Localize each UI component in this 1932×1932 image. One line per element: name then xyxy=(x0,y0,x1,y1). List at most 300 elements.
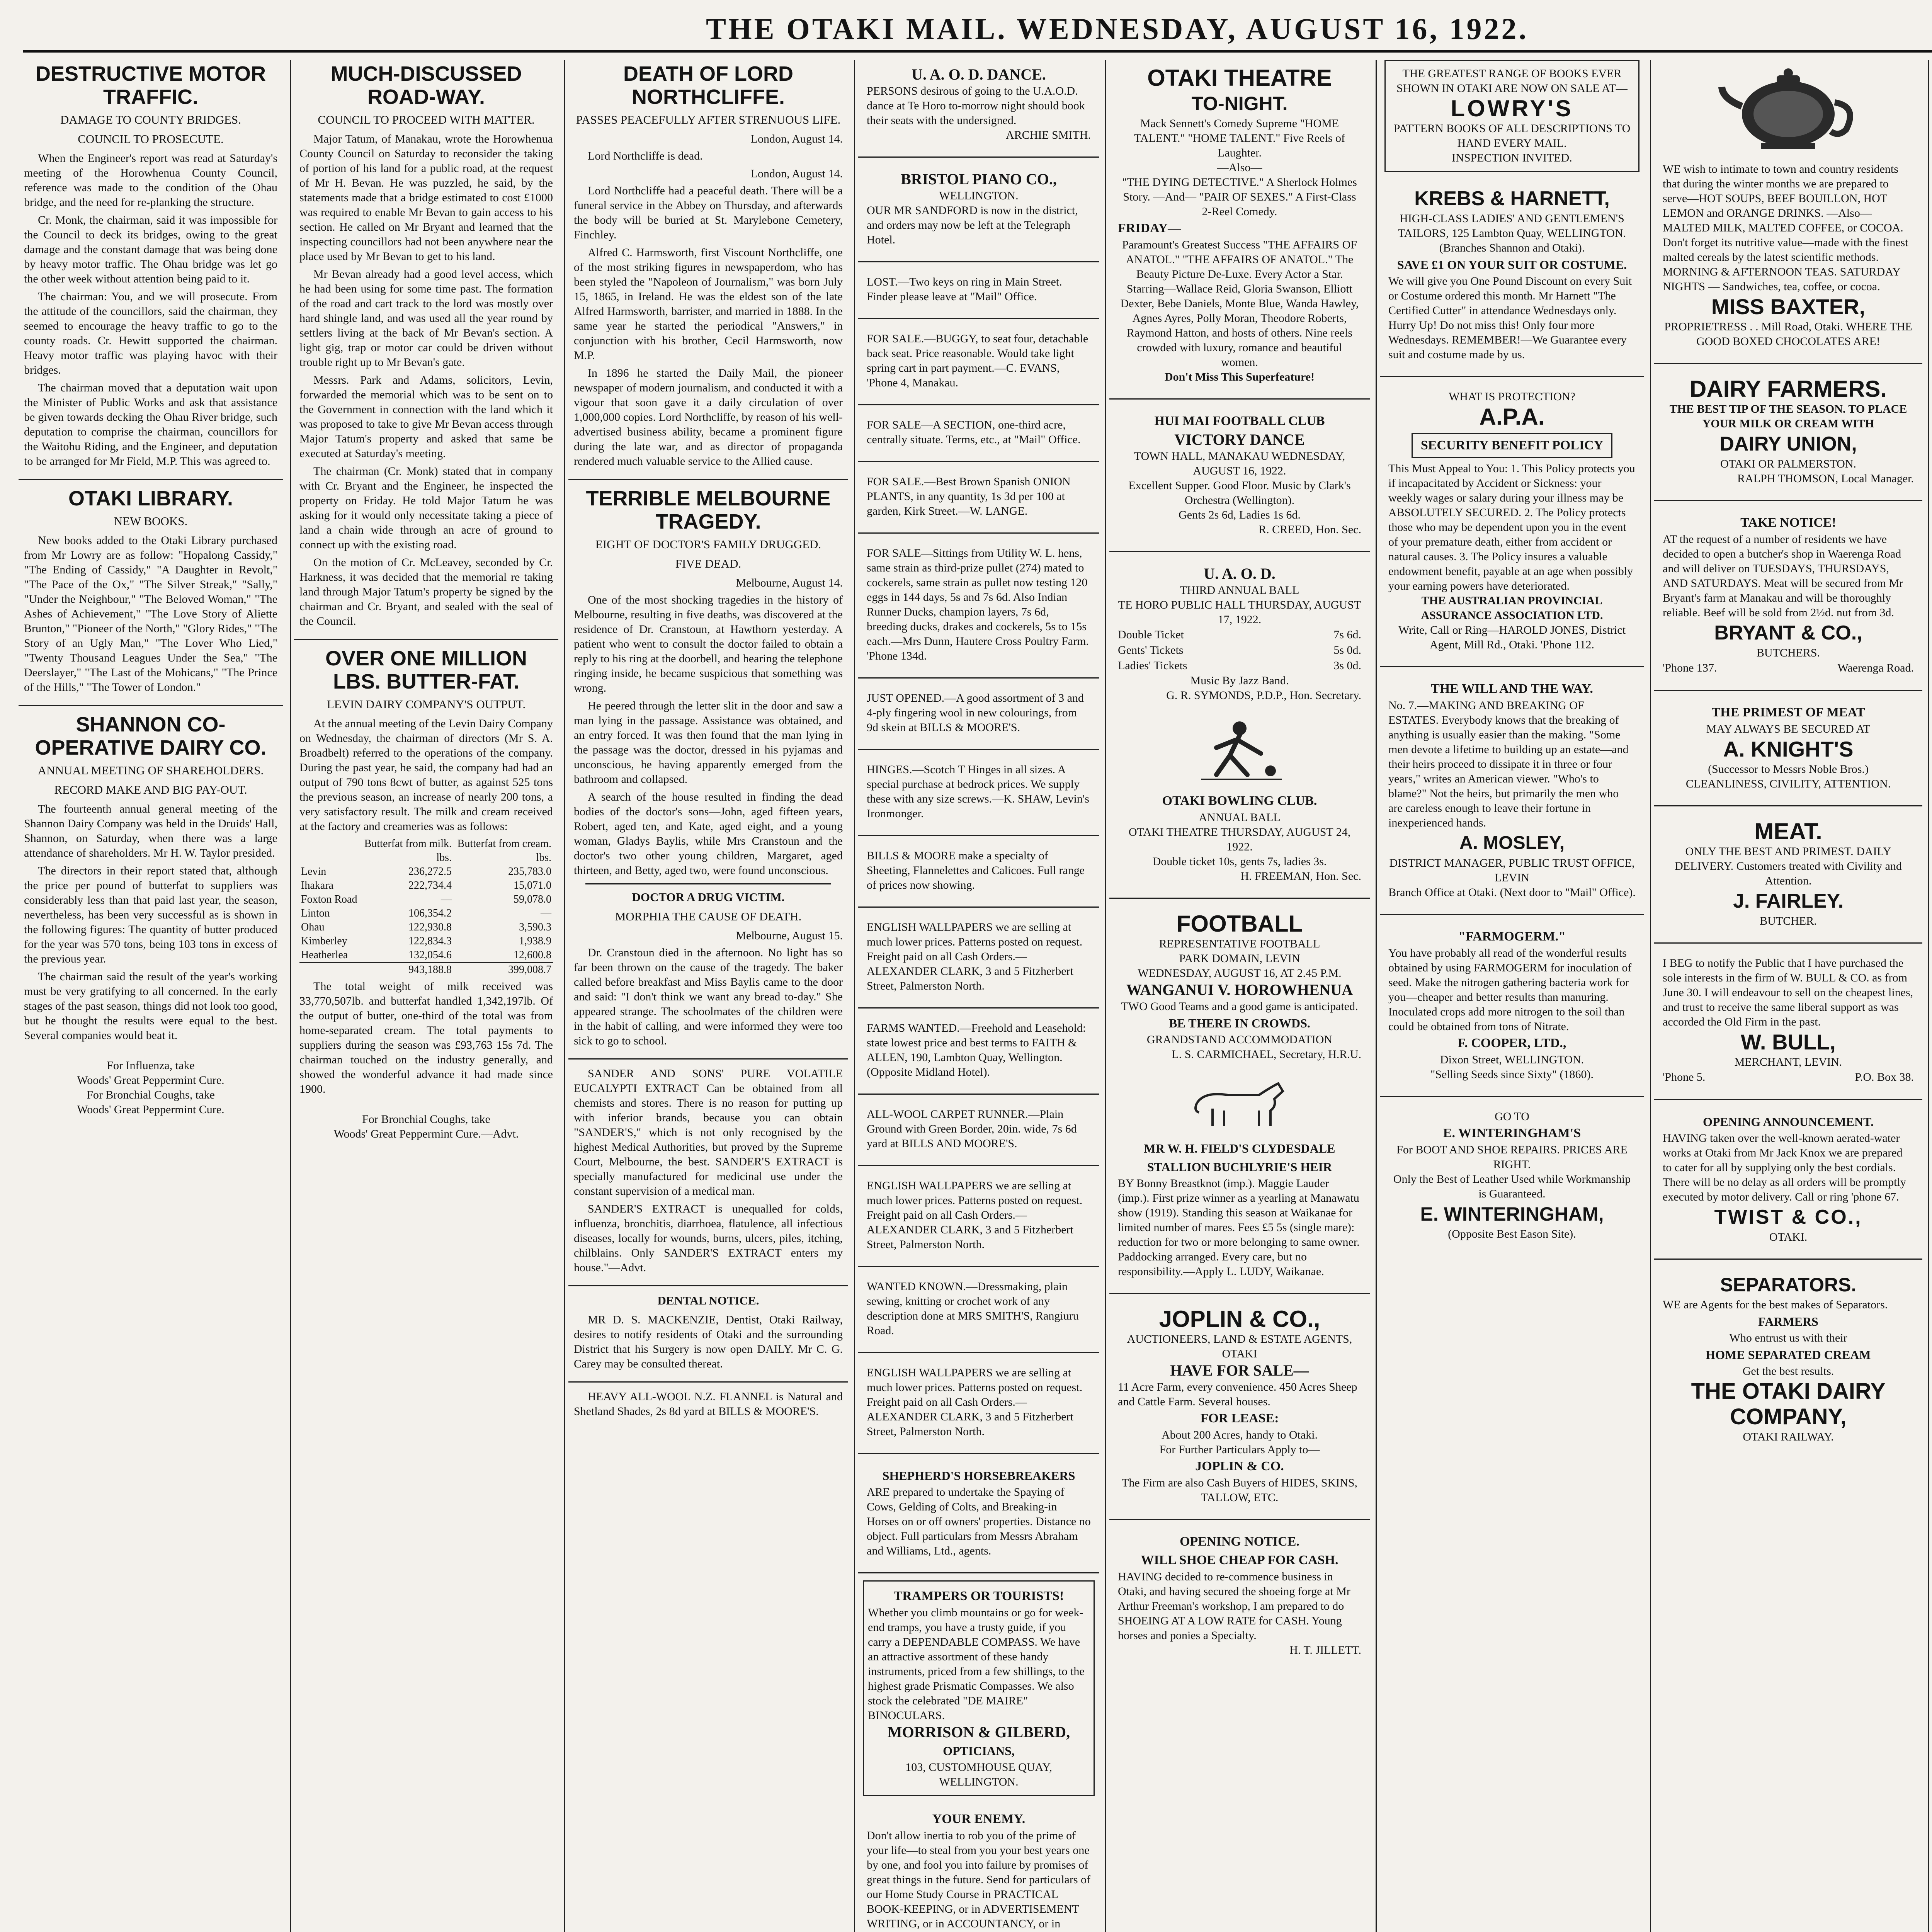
item-label: Ladies' Tickets xyxy=(1118,659,1187,672)
paragraph: The chairman (Cr. Monk) stated that in company with Cr. Bryant and the Engineer, he inspected the property on Friday. He told Major Tatum he was asking for it would only necessitate taking a piece of land a chain wide through an acre of ground to connect up with the existing road. xyxy=(299,465,553,551)
headline: MUCH-DISCUSSED ROAD-WAY. xyxy=(330,62,522,109)
ad-body: Dixon Street, WELLINGTON. xyxy=(1440,1053,1584,1066)
ad-body: THE GREATEST RANGE OF BOOKS EVER SHOWN IN OTAKI ARE NOW ON SALE AT— xyxy=(1396,67,1628,95)
article-melbourne-tragedy xyxy=(574,487,843,1048)
horse-icon xyxy=(1182,1076,1298,1130)
ad-title: OPENING ANNOUNCEMENT. xyxy=(1702,1115,1874,1129)
ad-hui-mai-dance xyxy=(1114,406,1365,543)
headline: OTAKI LIBRARY. xyxy=(68,487,233,510)
table-cell: 15,071.0 xyxy=(514,879,551,891)
subheadline: DENTAL NOTICE. xyxy=(657,1294,759,1307)
ad-morrison-gilberd xyxy=(863,1580,1095,1796)
ad-body: OUR MR SANDFORD is now in the district, and orders may now be left at the Telegraph Hotel. xyxy=(867,204,1078,246)
table-cell: Kimberley xyxy=(301,935,347,947)
ad-subtitle: WILL SHOE CHEAP FOR CASH. xyxy=(1141,1553,1338,1567)
ad-heading: HAVE FOR SALE— xyxy=(1170,1362,1309,1379)
table-cell: Levin xyxy=(301,866,327,878)
ad-body: ENGLISH WALLPAPERS we are selling at much lower prices. Patterns posted on request. Freight paid on all Cash Orders.—ALEXANDER CLARK, 3 and 5 Fitzherbert Street, Palmerston North. xyxy=(867,1179,1083,1251)
divider xyxy=(1654,690,1922,691)
paragraph: Lord Northcliffe had a peaceful death. There will be a funeral service in the Abbey on Thursday, and afterwards the body will be buried at St. Marylebone Cemetery, Finchley. xyxy=(574,184,843,241)
paragraph: New books added to the Otaki Library purchased from Mr Lowry are as follow: "Hopalong Cassidy," "The Ending of Cassidy," "A Daughter in Revolt," "The Pace of the Ox," "The Silver Streak," "Sally," "Under the Neighbour," "The Beloved Woman," "The Ashes of Achievement," "The Love Story of Aliette Brunton," "Pioneer of the North," "Glory Rides," "The Story of an Ugly Man," "The Lover Who Lied," "Twenty Thousand Leagues Under the Sea," "The Deerslayer," "The Last of the Mohicans," "The Prince of the Hills," "The Tower of London." xyxy=(24,534,277,694)
ad-body: ENGLISH WALLPAPERS we are selling at much lower prices. Patterns posted on request. Freight paid on all Cash Orders.—ALEXANDER CLARK, 3 and 5 Fitzherbert Street, Palmerston North. xyxy=(867,921,1083,992)
ad-title: BRISTOL PIANO CO., xyxy=(901,170,1057,188)
table-cell: 399,008.7 xyxy=(508,964,551,976)
ad-title: MISS BAXTER, xyxy=(1711,294,1866,319)
dateline: Melbourne, August 15. xyxy=(736,929,843,942)
ad-body: Only the Best of Leather Used while Workmanship is Guaranteed. xyxy=(1393,1173,1631,1200)
column-4 xyxy=(854,60,1102,1932)
headline: SHANNON CO-OPERATIVE DAIRY CO. xyxy=(35,713,267,759)
ad-body: TOWN HALL, MANAKAU WEDNESDAY, AUGUST 16, 1922. xyxy=(1134,450,1345,477)
ad-body: For Further Particulars Apply to— xyxy=(1159,1443,1320,1456)
ad-subtitle: AUCTIONEERS, LAND & ESTATE AGENTS, OTAKI xyxy=(1127,1333,1352,1360)
ad-body: I BEG to notify the Public that I have purchased the sole interests in the firm of W. BULL & CO. as from June 30. I will endeavour to sell on the cheapest lines, and trust to receive the same liberal support as was accorded the Old Firm in the past. xyxy=(1663,957,1913,1028)
ad-body: FOR SALE.—BUGGY, to seat four, detachable back seat. Price reasonable. Would take light spring cart in part payment.—C. EVANS, 'Phone 4, Manakau. xyxy=(867,332,1088,389)
table-row xyxy=(299,906,553,920)
ad-contact xyxy=(1663,660,1914,676)
ad-phone: 'Phone 137. xyxy=(1663,662,1717,674)
ad-body: THE AUSTRALIAN PROVINCIAL ASSURANCE ASSOCIATION LTD. xyxy=(1421,594,1603,622)
ad-heading: FOR LEASE: xyxy=(1200,1411,1279,1425)
table-header-row xyxy=(299,837,553,851)
ad-otaki-dairy xyxy=(1659,1267,1918,1450)
ad-line: For Influenza, take xyxy=(107,1059,195,1072)
divider xyxy=(858,1266,1099,1267)
ad-title: U. A. O. D. DANCE. xyxy=(912,66,1046,83)
dental-notice xyxy=(574,1293,843,1371)
ad-title: SEPARATORS. xyxy=(1720,1274,1857,1296)
divider xyxy=(1109,1519,1370,1520)
ad-body: This Must Appeal to You: 1. This Policy protects you if incapacitated by Accident or Sickness: your weekly wages or salary during your illness may be ABSOLUTELY SECURED. 2. The Policy protects those who may be dependent upon you in the event of your premature death, either from accident or natural causes. 3. The Policy insures a valuable endowment benefit, payable at an age when possibly your earning powers have deteriorated. xyxy=(1388,462,1635,592)
ad-body: Get the best results. xyxy=(1742,1365,1834,1378)
ad-body: 11 Acre Farm, every convenience. 450 Acres Sheep and Cattle Farm. Several houses. xyxy=(1118,1381,1357,1408)
divider xyxy=(1109,898,1370,899)
ad-body: Don't allow inertia to rob you of the prime of your life—to steal from you your best years one by one, and fool you into failure by promises of great things in the future. Send for particulars of our Home Study Course in PRACTICAL BOOK-KEEPING, or in ADVERTISEMENT WRITING, or in ACCOUNTANCY, or in xyxy=(867,1829,1090,1930)
table-row xyxy=(299,948,553,963)
divider xyxy=(1654,500,1922,501)
paragraph: A search of the house resulted in finding the dead bodies of the doctor's sons—John, aged fifteen years, Robert, aged ten, and Kate, aged eight, and a young woman, Gladys Baylis, while Mrs Cranstoun and the doctor's two other young children, Margaret, aged thirteen, and Betty, aged two, were found unconscious. xyxy=(574,791,843,877)
table-total-row xyxy=(299,963,553,977)
ad-name: A. MOSLEY, xyxy=(1459,833,1565,853)
ad-lowrys xyxy=(1384,60,1639,172)
subheadline: NEW BOOKS. xyxy=(114,514,188,528)
ad-body: MAY ALWAYS BE SECURED AT xyxy=(1706,723,1871,735)
ad-body: The Firm are also Cash Buyers of HIDES, SKINS, TALLOW, ETC. xyxy=(1122,1476,1357,1504)
ad-body: ARE prepared to undertake the Spaying of Cows, Gelding of Colts, and Breaking-in Horses on or off owners' properties. Distance no object. Full particulars from Messrs Abraham and Williams, Ltd., agents. xyxy=(867,1486,1091,1557)
subheadline: MORPHIA THE CAUSE OF DEATH. xyxy=(615,910,802,923)
article-butterfat xyxy=(299,647,553,1097)
divider xyxy=(19,479,283,480)
ad-body: MERCHANT, LEVIN. xyxy=(1734,1056,1842,1068)
divider xyxy=(1109,551,1370,552)
divider xyxy=(858,835,1099,836)
ad-public-trust xyxy=(1384,674,1639,905)
classified-farms xyxy=(863,1015,1095,1085)
ad-name: W. BULL, xyxy=(1741,1030,1836,1054)
ad-title: SHEPHERD'S HORSEBREAKERS xyxy=(882,1469,1075,1483)
ad-body: JUST OPENED.—A good assortment of 3 and 4-ply fingering wool in new colourings, from 9d skein at BILLS & MOORE'S. xyxy=(867,692,1084,734)
ad-name: MORRISON & GILBERD, xyxy=(887,1723,1070,1741)
ad-contact xyxy=(1663,1070,1914,1085)
ad-title: FOOTBALL xyxy=(1176,911,1303,937)
bowler-illustration xyxy=(1106,717,1373,782)
ad-subtitle: ANNUAL BALL xyxy=(1199,811,1281,824)
table-cell: Foxton Road xyxy=(301,893,357,905)
ad-body: WE are Agents for the best makes of Separators. xyxy=(1663,1298,1888,1311)
item-price: 3s 0d. xyxy=(1333,659,1361,672)
ad-title: OTAKI BOWLING CLUB. xyxy=(1162,794,1317,808)
column-8 xyxy=(1928,60,1932,1932)
divider xyxy=(858,749,1099,750)
divider xyxy=(1109,398,1370,400)
ad-body: BUTCHER. xyxy=(1760,915,1817,927)
ad-shoeing xyxy=(1114,1527,1365,1663)
horse-illustration xyxy=(1106,1076,1373,1130)
article-road-way xyxy=(299,62,553,629)
ad-name: J. FAIRLEY. xyxy=(1733,890,1844,912)
ad-body: Music By Jazz Band. xyxy=(1190,674,1289,687)
ad-body: WEDNESDAY, AUGUST 16, AT 2.45 P.M. xyxy=(1138,967,1342,980)
paragraph: The chairman: You, and we will prosecute. From the attitude of the councillors, said the chairman, they seemed to encourage the heavy traffic to go to the county roads. Cr. Hewitt supported the chairman. Heavy motor traffic was playing havoc with their bridges. xyxy=(24,290,277,376)
article-motor-traffic xyxy=(24,62,277,469)
ad-body: PATTERN BOOKS OF ALL DESCRIPTIONS TO HAND EVERY MAIL. xyxy=(1393,122,1631,150)
subheadline: PASSES PEACEFULLY AFTER STRENUOUS LIFE. xyxy=(576,113,841,126)
table-cell: 59,078.0 xyxy=(514,893,551,905)
ad-title: YOUR ENEMY. xyxy=(932,1812,1026,1826)
ad-title: DAIRY FARMERS. xyxy=(1689,376,1887,402)
table-row xyxy=(299,934,553,948)
ad-name: E. WINTERINGHAM'S xyxy=(1443,1126,1581,1140)
table-cell: 943,188.8 xyxy=(408,964,452,976)
table-cell: Heatherlea xyxy=(301,949,348,961)
ad-body: Gents 2s 6d, Ladies 1s 6d. xyxy=(1179,509,1301,521)
ad-body: Excellent Supper. Good Floor. Music by Clark's Orchestra (Wellington). xyxy=(1128,479,1351,507)
ad-clydesdale-stallion xyxy=(1114,1134,1365,1284)
ad-body: OTAKI. xyxy=(1769,1231,1808,1243)
ad-body: Paramount's Greatest Success "THE AFFAIRS OF ANATOL." "THE AFFAIRS OF ANATOL." The Beauty Picture De-Luxe. Every Actor a Star. Starring—Wallace Reid, Gloria Swanson, Elliott Dexter, Bebe Daniels, Monte Blue, Wanda Hawley, Agnes Ayres, Polly Moran, Theodore Roberts, Raymond Hatton, and hosts of others. Nine reels crowded with luxury, romance and beautiful women. xyxy=(1120,238,1359,369)
ad-address: 103, CUSTOMHOUSE QUAY, WELLINGTON. xyxy=(905,1761,1052,1788)
table-cell: 235,783.0 xyxy=(508,866,551,878)
ad-miss-baxter xyxy=(1659,156,1918,354)
divider xyxy=(568,479,848,480)
classified-buggy xyxy=(863,326,1095,396)
ad-body: DISTRICT MANAGER, PUBLIC TRUST OFFICE, LEVIN xyxy=(1389,857,1635,884)
ad-body: HAVING taken over the well-known aerated-water works at Otaki from Mr Jack Knox we are prepared to cater for all by supplying only the best cordials. There will be no delay as all orders will be promptly executed by motor delivery. Call or ring 'phone 67. xyxy=(1663,1132,1906,1203)
divider xyxy=(568,1381,848,1383)
paragraph: One of the most shocking tragedies in the history of Melbourne, resulting in five deaths, was discovered at the residence of Dr. Cranstoun, at Hawthorn yesterday. A patient who went to consult the doctor failed to obtain a reply to his ring at the doorbell, and hearing the telephone ringing inside, he became suspicious that something was wrong. xyxy=(574,594,843,694)
paragraph: SANDER AND SONS' PURE VOLATILE EUCALYPTI EXTRACT Can be obtained from all chemists and stores. There is no reason for putting up with inferior brands, because you can obtain "SANDER'S," which is not only recognised by the highest Medical Authorities, but proved by the Supreme Court, Melbourne, the best. SANDER'S EXTRACT is specially manufactured for medicinal use under the constant supervision of a medical man. xyxy=(574,1067,843,1197)
column-3 xyxy=(564,60,851,1932)
paragraph: Mr Bevan already had a good level access, which he had been using for some time past. The formation of the road and cart track to the lord was mostly over hard shingle land, and was used all the year round by settlers living at the back of Mr Bevan's section. A light gig, trap or motor car could be driven without trouble right up to Mr Bevan's gate. xyxy=(299,268,553,369)
classified-wool xyxy=(863,685,1095,740)
ad-dairy-union xyxy=(1659,371,1918,492)
ad-line: Woods' Great Peppermint Cure. xyxy=(77,1074,224,1087)
ad-title: MEAT. xyxy=(1754,818,1822,844)
table-cell: 222,734.4 xyxy=(408,879,452,891)
ad-title: LOWRY'S xyxy=(1451,95,1573,121)
ad-body: BILLS & MOORE make a specialty of Sheeting, Flannelettes and Calicoes. Full range of prices now showing. xyxy=(867,849,1085,891)
ad-body: About 200 Acres, handy to Otaki. xyxy=(1161,1429,1318,1441)
ad-body: Mack Sennett's Comedy Supreme "HOME TALENT." "HOME TALENT." Five Reels of Laughter. xyxy=(1134,117,1345,159)
article-shannon-dairy xyxy=(24,713,277,1043)
subheadline: DOCTOR A DRUG VICTIM. xyxy=(632,890,785,904)
ad-football xyxy=(1114,906,1365,1067)
ad-body: GRANDSTAND ACCOMMODATION xyxy=(1146,1033,1333,1046)
ad-body: (Successor to Messrs Noble Bros.) xyxy=(1708,763,1869,776)
column-6 xyxy=(1376,60,1647,1932)
divider xyxy=(585,883,831,884)
ad-body: Write, Call or Ring—HAROLD JONES, District Agent, Mill Rd., Otaki. 'Phone 112. xyxy=(1398,624,1626,651)
headline: DEATH OF LORD NORTHCLIFFE. xyxy=(623,62,793,109)
ad-subtitle: OPTICIANS, xyxy=(943,1744,1015,1758)
divider xyxy=(1654,1099,1922,1100)
paragraph: The total weight of milk received was 33,770,507lb. and butterfat handled 1,342,197lb. Of the output of butter, one-third of the total was from home-separated cream. The total payments to suppliers during the season was £93,763 15s 7d. The chairman touched on the industry generally, and showed the wonderful advance it had made since 1900. xyxy=(299,980,553,1095)
ad-body: Double ticket 10s, gents 7s, ladies 3s. xyxy=(1152,855,1327,868)
paragraph: Alfred C. Harmsworth, first Viscount Northcliffe, one of the most striking figures in newspaperdom, who has been styled the "Napoleon of Journalism," was born July 15, 1865, in Ireland. He was the eldest son of the late Alfred Harmsworth, barrister, and married in 1888. In the same year he started the periodical "Answers," in conjunction with his brother, Cecil Harmsworth, now M.P. xyxy=(574,246,843,362)
divider xyxy=(1380,376,1644,377)
ad-joplin xyxy=(1114,1301,1365,1510)
ad-peppermint-cure xyxy=(23,1053,278,1122)
article-library xyxy=(24,487,277,695)
classified-wallpaper xyxy=(863,915,1095,999)
classified-section xyxy=(863,412,1095,452)
dateline: London, August 14. xyxy=(750,133,843,145)
table-cell: 236,272.5 xyxy=(408,866,452,878)
ad-address: Waerenga Road. xyxy=(1837,662,1914,674)
classified-dressmaking xyxy=(863,1274,1095,1344)
ad-body: (Branches Shannon and Otaki). xyxy=(1439,242,1585,254)
ad-name: F. COOPER, LTD., xyxy=(1458,1036,1566,1050)
ad-subtitle: WELLINGTON. xyxy=(939,189,1019,202)
table-cell: Linton xyxy=(301,907,330,919)
table-row xyxy=(299,893,553,906)
ad-winteringham xyxy=(1384,1104,1639,1247)
paragraph: The directors in their report stated that, although the price per pound of butterfat to suppliers was considerably less than that paid last year, the season, nevertheless, has been very successful as is shown in the following figures: The quantity of butter produced for the year was 570 tons, being 103 tons in excess of the previous year. xyxy=(24,864,277,965)
bowler-figure-icon xyxy=(1193,717,1286,782)
ad-body: WANTED KNOWN.—Dressmaking, plain sewing, knitting or crochet work of any description done at MRS SMITH'S, Rangiuru Road. xyxy=(867,1280,1079,1337)
item-price: 5s 0d. xyxy=(1333,644,1361,656)
classified-wallpaper xyxy=(863,1360,1095,1444)
ad-uaod-ball xyxy=(1114,559,1365,708)
table-row xyxy=(299,920,553,934)
ad-title: KREBS & HARNETT, xyxy=(1414,187,1610,210)
table-cell: 3,590.3 xyxy=(519,921,551,933)
table-cell: Ihakara xyxy=(301,879,333,891)
ad-body: Who entrust us with their xyxy=(1729,1332,1847,1344)
divider xyxy=(858,318,1099,319)
ad-body: HINGES.—Scotch T Hinges in all sizes. A special purchase at bedrock prices. We supply these with any size screws.—K. SHAW, Levin's Ironmonger. xyxy=(867,763,1089,820)
ad-name: A. KNIGHT'S xyxy=(1723,737,1854,761)
ad-body: TE HORO PUBLIC HALL THURSDAY, AUGUST 17, 1922. xyxy=(1118,599,1361,626)
ad-body: Whether you climb mountains or go for week-end tramps, you have a trusty guide, if you carry a DEPENDABLE COMPASS. We have an attractive assortment of these handy instruments, priced from a few shillings, to the highest grade Prismatic Compasses. We also stock the celebrated "DE MAIRE" BINOCULARS. xyxy=(868,1606,1085,1722)
teapot-illustration xyxy=(1651,64,1925,153)
ad-otaki-theatre xyxy=(1114,60,1365,390)
ad-line: For Bronchial Coughs, take xyxy=(87,1088,215,1101)
classified-hinges xyxy=(863,757,1095,827)
butterfat-table xyxy=(299,837,553,977)
paragraph: The chairman said the result of the year's working must be very gratifying to all concerned. In the early stages of the past season, things did not look too good, but he thought the results were equal to the best. Several companies would beat it. xyxy=(24,970,277,1042)
table-cell: 132,054.6 xyxy=(408,949,452,961)
classified-sittings xyxy=(863,541,1095,669)
ad-title: TRAMPERS OR TOURISTS! xyxy=(893,1589,1064,1603)
ad-body: BE THERE IN CROWDS. xyxy=(1169,1016,1310,1030)
ad-name: THE OTAKI DAIRY COMPANY, xyxy=(1691,1379,1886,1429)
divider xyxy=(1109,1293,1370,1294)
item-price: 7s 6d. xyxy=(1333,628,1361,641)
column-5 xyxy=(1105,60,1373,1932)
classified-lost xyxy=(863,269,1095,310)
ad-signature: JOPLIN & CO. xyxy=(1195,1459,1284,1473)
ad-kicker: WHAT IS PROTECTION? xyxy=(1449,390,1575,403)
ad-title: A.P.A. xyxy=(1479,404,1545,430)
divider xyxy=(1654,942,1922,944)
ad-body: You have probably all read of the wonderful results obtained by using FARMOGERM for inoculation of seed. Make the nitrogen gathering bacteria work for you—cheaper and better results than manuring. Inoculated crops add more nitrogen to the soil than could be obtained from tons of Nitrate. xyxy=(1388,947,1632,1033)
ad-heading: HOME SEPARATED CREAM xyxy=(1706,1348,1871,1362)
paragraph: SANDER'S EXTRACT is unequalled for colds, influenza, bronchitis, diarrhoea, flatulence, all infectious diseases, locally for wounds, burns, ulcers, piles, itching, chilblains. Only SANDER'S EXTRACT enters my house."—Advt. xyxy=(574,1202,843,1274)
ad-correspondence-schools xyxy=(863,1804,1095,1932)
ad-body: PERSONS desirous of going to the U.A.O.D. dance at Te Horo to-morrow night should book their seats with the undersigned. xyxy=(867,85,1085,127)
ad-body: No. 7.—MAKING AND BREAKING OF ESTATES. Everybody knows that the breaking of anything is usually easier than the making. "Some men devote a lifetime to building up an estate—and their heirs proceed to dissipate it in three or four years," writes an American viewer. "Who's to blame?" Not the heirs, but primarily the men who are careless enough to leave their fortune in inexperienced hands. xyxy=(1388,699,1629,829)
ad-body: FOR SALE.—Best Brown Spanish ONION PLANTS, in any quantity, 1s 3d per 100 at garden, Kirk Street.—W. LANGE. xyxy=(867,475,1071,517)
ad-teams: WANGANUI V. HOROWHENUA xyxy=(1126,981,1353,998)
divider xyxy=(294,639,558,640)
ad-knight xyxy=(1659,698,1918,797)
ad-signature: H. T. JILLETT. xyxy=(1289,1644,1361,1656)
paragraph: The fourteenth annual general meeting of the Shannon Dairy Company was held in the Druids' Hall, Shannon, on Saturday, when there was a large attendance of shareholders. Mr H. W. Taylor presided. xyxy=(24,803,277,859)
ad-box-number: P.O. Box 38. xyxy=(1855,1071,1914,1083)
teapot-icon xyxy=(1715,64,1862,153)
paragraph: MR D. S. MACKENZIE, Dentist, Otaki Railway, desires to notify residents of Otaki and the surrounding District that his Surgery is now open DAILY. Mr C. G. Carey may be consulted thereat. xyxy=(574,1313,843,1370)
divider xyxy=(858,1352,1099,1353)
classified-bills-moore xyxy=(863,843,1095,898)
classified-wallpaper xyxy=(863,1173,1095,1257)
ad-subtitle: VICTORY DANCE xyxy=(1174,431,1305,448)
ad-body: THE BEST TIP OF THE SEASON. TO PLACE YOUR MILK OR CREAM WITH xyxy=(1669,403,1907,430)
ad-name: DAIRY UNION, xyxy=(1719,433,1857,455)
ad-body: PARK DOMAIN, LEVIN xyxy=(1179,952,1300,965)
divider xyxy=(1380,666,1644,667)
subheadline: EIGHT OF DOCTOR'S FAMILY DRUGGED. xyxy=(595,537,821,551)
masthead-title: THE OTAKI MAIL. WEDNESDAY, AUGUST 16, 1922. xyxy=(706,12,1529,46)
subheadline: ANNUAL MEETING OF SHAREHOLDERS. xyxy=(37,764,264,777)
paragraph: Major Tatum, of Manakau, wrote the Horowhenua County Council on Saturday to reconsider the taking of portion of his land for a public road, at the request of Mr H. Bevan. He was puzzled, he said, by the statements made that a bridge estimated to cost £1000 was required to enable Mr Bevan to gain access to his section. He called on Mr Bryant and learned that the inspecting councillors had not been anywhere near the place used by Mr Bevan to get to his land. xyxy=(299,133,553,263)
masthead xyxy=(23,8,1932,53)
divider xyxy=(858,404,1099,405)
headline: DESTRUCTIVE MOTOR TRAFFIC. xyxy=(35,62,266,109)
ad-line: Woods' Great Peppermint Cure. xyxy=(77,1103,224,1116)
divider xyxy=(568,1285,848,1286)
ad-body: For BOOT AND SHOE REPAIRS. PRICES ARE RIGHT. xyxy=(1396,1143,1628,1171)
ad-title: OPENING NOTICE. xyxy=(1180,1534,1299,1549)
ad-title: U. A. O. D. xyxy=(1204,565,1276,582)
list-item xyxy=(1118,627,1361,643)
ad-name: BRYANT & CO., xyxy=(1714,622,1862,644)
divider xyxy=(1380,914,1644,915)
unit-label: lbs. xyxy=(436,852,452,864)
ad-name: TWIST & CO., xyxy=(1714,1206,1862,1228)
paragraph: On the motion of Cr. McLeavey, seconded by Cr. Harkness, it was decided that the memorial re taking land through Major Tatum's property be signed by the chairman and Cr. Bryant, and sealed with the seal of the Council. xyxy=(299,556,553,628)
divider xyxy=(858,1453,1099,1454)
ad-body: ENGLISH WALLPAPERS we are selling at much lower prices. Patterns posted on request. Freight paid on all Cash Orders.—ALEXANDER CLARK, 3 and 5 Fitzherbert Street, Palmerston North. xyxy=(867,1366,1083,1438)
ad-heading: SAVE £1 ON YOUR SUIT OR COSTUME. xyxy=(1397,258,1627,272)
ad-fairley xyxy=(1659,813,1918,934)
ad-title: THE PRIMEST OF MEAT xyxy=(1711,705,1865,719)
divider xyxy=(858,906,1099,908)
article-northcliffe xyxy=(574,62,843,469)
ticket-list xyxy=(1118,627,1361,673)
table-cell: 12,600.8 xyxy=(514,949,551,961)
ad-title: OTAKI THEATRE xyxy=(1147,65,1332,91)
ad-body: FOR SALE—Sittings from Utility W. L. hens, same strain as third-prize pullet (274) mated to cockerels, same strain as pullet now testing 120 eggs in 144 days, 5s and 7s 6d. Also Indian Runner Ducks, champion layers, 7s 6d, breeding ducks, drakes and cockerels, 5s to 15s each.—Mrs Dunn, Hautere Cross Poultry Farm. 'Phone 134d. xyxy=(867,547,1089,662)
divider xyxy=(858,1572,1099,1573)
ad-body: HAVING decided to re-commence business in Otaki, and having secured the shoeing forge at Mr Arthur Freeman's workshop, I am prepared to do SHOEING AT A LOW RATE for CASH. Young horses and ponies a Specialty. xyxy=(1118,1570,1350,1642)
paragraph: Dr. Cranstoun died in the afternoon. No light has so far been thrown on the cause of the tragedy. The baker called before breakfast and Miss Baylis came to the door and said: "I don't think we want any bread to-day." She appeared strange. The schoolmates of the children were in the habit of calling, and were informed they were too sick to go to school. xyxy=(574,946,843,1047)
divider xyxy=(858,532,1099,534)
ad-subtitle: TO-NIGHT. xyxy=(1191,93,1288,114)
ad-body: —Also— xyxy=(1217,161,1262,174)
ad-body: Branch Office at Otaki. (Next door to "Mail" Office). xyxy=(1388,886,1636,899)
divider xyxy=(858,261,1099,262)
headline: TERRIBLE MELBOURNE TRAGEDY. xyxy=(586,487,831,533)
ad-body: "THE DYING DETECTIVE." A Sherlock Holmes Story. —And— "PAIR OF SEXES." A First-Class 2-Reel Comedy. xyxy=(1122,176,1357,218)
table-cell: — xyxy=(541,907,551,919)
ad-box: SECURITY BENEFIT POLICY xyxy=(1412,433,1612,458)
subheadline: DAMAGE TO COUNTY BRIDGES. xyxy=(60,113,241,126)
ad-signature: ARCHIE SMITH. xyxy=(1005,129,1091,141)
subheadline: LEVIN DAIRY COMPANY'S OUTPUT. xyxy=(327,697,526,711)
ad-title: "FARMOGERM." xyxy=(1458,929,1566,944)
column-7 xyxy=(1650,60,1925,1932)
ad-body: FOR SALE—A SECTION, one-third acre, centrally situate. Terms, etc., at "Mail" Office. xyxy=(867,418,1081,446)
classified-carpet xyxy=(863,1102,1095,1156)
ad-body: "Selling Seeds since Sixty" (1860). xyxy=(1430,1068,1594,1081)
ad-body: ALL-WOOL CARPET RUNNER.—Plain Ground with Green Border, 20in. wide, 7s 6d yard at BILLS AND MOORE'S. xyxy=(867,1108,1077,1150)
table-cell: 122,834.3 xyxy=(408,935,452,947)
dateline: London, August 14. xyxy=(750,167,843,180)
list-item xyxy=(1118,658,1361,673)
divider xyxy=(568,1058,848,1060)
ad-heading: FRIDAY— xyxy=(1118,221,1181,235)
divider xyxy=(1654,805,1922,806)
divider xyxy=(858,1007,1099,1009)
ad-farmogerm xyxy=(1384,922,1639,1087)
ad-title: MR W. H. FIELD'S CLYDESDALE STALLION BUCHLYRIE'S HEIR xyxy=(1144,1141,1335,1174)
ad-twist xyxy=(1659,1107,1918,1250)
ad-body: WE wish to intimate to town and country residents that during the winter months we are prepared to serve—HOT SOUPS, BEEF BOUILLON, HOT LEMON and ORANGE DRINKS. —Also— MALTED MILK, MALTED COFFEE, or COCOA. xyxy=(1663,163,1903,234)
paragraph: He peered through the letter slit in the door and saw a man lying in the passage. Assistance was obtained, and an entry forced. It was then found that the man lying in the passage was the doctor, dressed in his pyjamas and unconscious, he having apparently emerged from the bathroom and collapsed. xyxy=(574,699,843,786)
ad-flannel xyxy=(574,1389,843,1419)
subheadline: COUNCIL TO PROCEED WITH MATTER. xyxy=(318,113,535,126)
ad-bristol-piano xyxy=(863,165,1095,253)
ad-phone: 'Phone 5. xyxy=(1663,1071,1706,1083)
ad-heading: FARMERS xyxy=(1758,1315,1818,1328)
classified-onion xyxy=(863,469,1095,524)
ad-title: TAKE NOTICE! xyxy=(1740,515,1836,530)
ad-bryant-butchers xyxy=(1659,508,1918,681)
divider xyxy=(858,461,1099,462)
ad-apa-insurance xyxy=(1384,384,1639,658)
table-row xyxy=(299,865,553,879)
column-1 xyxy=(15,60,286,1932)
ad-w-bull xyxy=(1659,951,1918,1090)
ad-title: JOPLIN & CO., xyxy=(1159,1306,1320,1332)
column-header: Butterfat from milk. xyxy=(364,838,452,850)
table-cell: 1,938.9 xyxy=(519,935,551,947)
ad-body: AT the request of a number of residents we have decided to open a butcher's shop in Waerenga Road and will deliver on TUESDAYS, THURSDAYS, AND SATURDAYS. Meat will be secured from Mr Bryant's farm at Manakau and will be thoroughly reliable. Beef will be sold from 2½d. nut from 3d. xyxy=(1663,533,1903,619)
table-cell: — xyxy=(441,893,452,905)
column-header: Butterfat from cream. xyxy=(457,838,551,850)
ad-body: We will give you One Pound Discount on every Suit or Costume ordered this month. Mr Harnett "The Certified Cutter" in attendance Wednesdays only. Hurry Up! Do not miss this! Only four more Wednesdays. REMEMBER!—We Guarantee every suit and costume made by us. xyxy=(1388,275,1632,361)
